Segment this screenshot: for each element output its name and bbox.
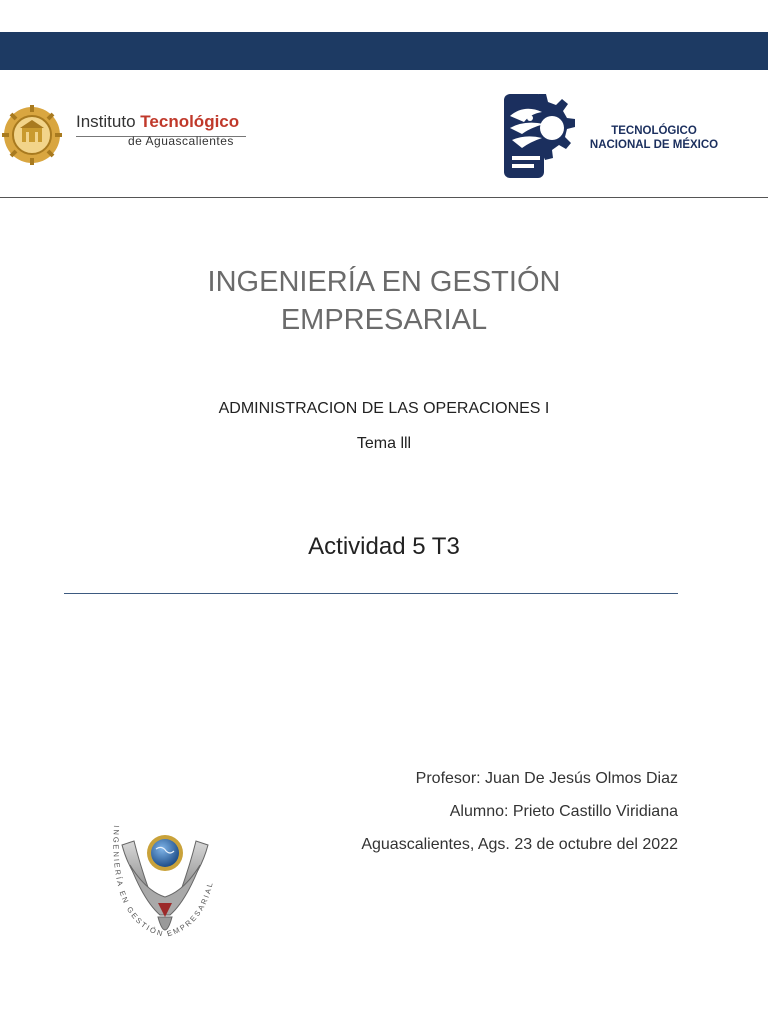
tecnm-logo: [500, 90, 730, 182]
career-crest-icon: [100, 805, 230, 953]
topic-label: Tema lll: [356, 435, 412, 452]
tecnm-name: [584, 124, 724, 152]
student-line: Alumno: Prieto Castillo Viridiana: [449, 803, 678, 820]
ita-seal-icon: [0, 104, 64, 166]
ita-name-line1: [76, 112, 239, 132]
career-title: [0, 263, 768, 339]
subject-name: ADMINISTRACION DE LAS OPERACIONES I: [218, 400, 550, 417]
tecnm-name-line1: TECNOLÓGICO: [611, 125, 697, 137]
professor-line: Profesor: Juan De Jesús Olmos Diaz: [415, 770, 678, 787]
ita-name-plain: Instituto: [76, 112, 136, 131]
activity-divider: [64, 593, 678, 594]
crest-arc-text: INGENIERÍA EN GESTIÓN EMPRESARIAL: [111, 825, 216, 940]
header-divider: [0, 197, 768, 198]
ita-name-line2: de Aguascalientes: [128, 134, 234, 148]
career-title-line1: INGENIERÍA EN GESTIÓN: [207, 266, 561, 298]
top-header-band: [0, 32, 768, 70]
activity-title: Actividad 5 T3: [308, 533, 460, 560]
ita-name-accent: Tecnológico: [140, 112, 240, 131]
career-title-line2: EMPRESARIAL: [280, 304, 488, 336]
tecnm-eagle-gear-icon: [500, 90, 578, 182]
ita-logo: [0, 100, 260, 168]
tecnm-name-line2: NACIONAL DE MÉXICO: [589, 139, 719, 151]
place-date-line: Aguascalientes, Ags. 23 de octubre del 2022: [361, 836, 678, 853]
